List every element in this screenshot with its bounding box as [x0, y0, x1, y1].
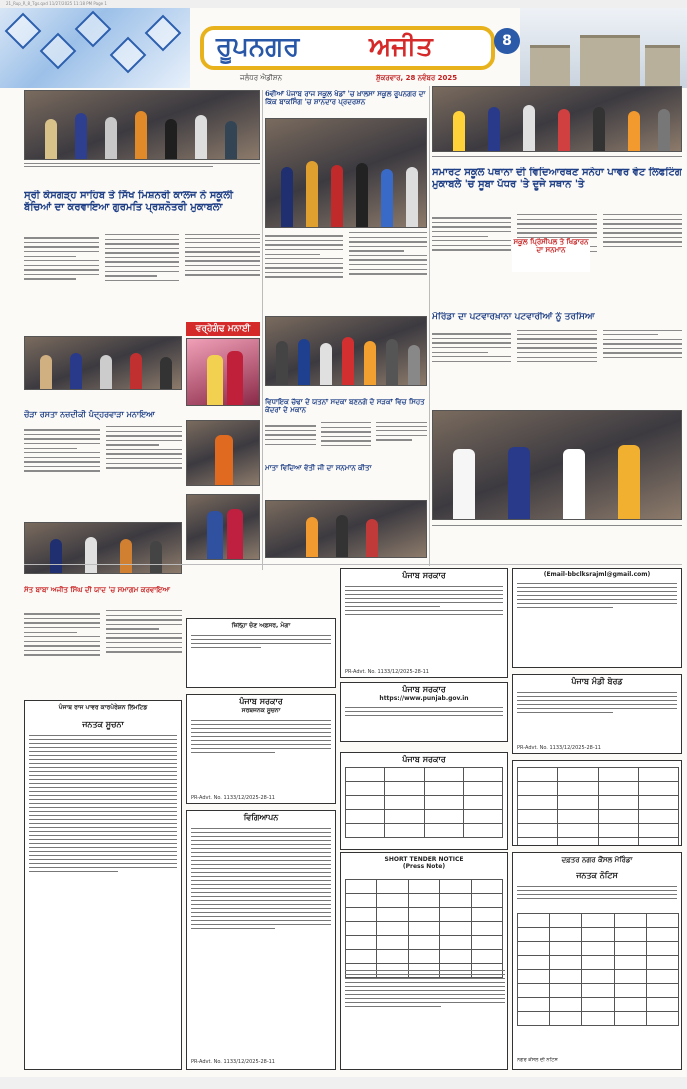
photo-sant-baba — [24, 522, 182, 574]
ad-email: (Email-bbclksrajml@gmail.com) — [543, 571, 651, 578]
masthead — [0, 8, 687, 88]
story-text-chaura — [24, 426, 182, 516]
ad-punjab-sarkar-table — [340, 752, 508, 850]
ad-table-2 — [517, 767, 679, 846]
photo-portrait-1 — [186, 420, 260, 486]
ad-pr-number-1: PR-Advt. No. 1133/12/2025-28-11 — [345, 669, 429, 675]
banner-wedding-anniversary: ਵਰ੍ਹੇਗੰਢ ਮਨਾਈ — [186, 322, 260, 336]
photo-morinda-officials — [432, 410, 682, 520]
print-slug: 21_Rup_R_8_Tgs.qxd 11/27/2025 11:18 PM Page 1 — [0, 0, 687, 8]
headline-mata-ji: ਮਾਤਾ ਵਿਦਿਆ ਵੰਤੀ ਜੀ ਦਾ ਸਨਮਾਨ ਕੀਤਾ — [265, 464, 372, 472]
ad-zila-chon — [186, 618, 336, 688]
headline-kesgarh-college: ਸ੍ਰੀ ਕੇਸਗੜ੍ਹ ਸਾਹਿਬ ਤੇ ਸਿੱਖ ਮਿਸ਼ਨਰੀ ਕਾਲਜ ਨੇ ਸਕੂਲੀ ਬੱਚਿਆਂ ਦਾ ਕਰਵਾਇਆ ਗੁਰਮਤਿ ਪ੍ਰਸ਼ਨੋਤਰੀ ਮੁਕਾਬਲਾ — [24, 190, 233, 213]
ad-punjab-sarkar-table-title: ਪੰਜਾਬ ਸਰਕਾਰ — [402, 755, 446, 764]
ad-nagar-footer: ਨਗਰ ਕੌਂਸਲ ਦੀ ਨੋਟਿਸ — [517, 1057, 558, 1063]
dateline: ਸ਼ੁੱਕਰਵਾਰ, 28 ਨਵੰਬਰ 2025 — [376, 74, 458, 82]
ad-press-note: (Press Note) — [402, 863, 446, 870]
ad-website: https://www.punjab.gov.in — [379, 695, 469, 702]
ad-vigyapan — [186, 810, 336, 1070]
story-text-sant-baba — [24, 610, 182, 696]
ad-sarvjanak-sub: ਸਰਬਜਨਕ ਸੂਚਨਾ — [241, 707, 281, 714]
ad-short-tender — [340, 852, 508, 1070]
ad-title-punjab-sarkar-1: ਪੰਜਾਬ ਸਰਕਾਰ — [402, 571, 446, 580]
masthead-right-art — [520, 8, 687, 88]
ad-council-table — [517, 913, 679, 1026]
ad-pr-number-4: PR-Advt. No. 1133/12/2025-28-11 — [191, 1059, 275, 1065]
ad-mandi-board — [512, 674, 682, 754]
masthead-title-left: ਰੂਪਨਗਰ — [216, 32, 300, 62]
ad-daftar-title: ਦਫ਼ਤਰ ਨਗਰ ਕੌਂਸਲ ਮੋਰਿੰਡਾ — [561, 856, 633, 864]
ad-body-1 — [341, 581, 507, 620]
photo-chaura — [24, 336, 182, 390]
ad-sarvjanak — [186, 694, 336, 804]
column-divider-1 — [262, 90, 263, 570]
ad-zila-chon-title: ਜ਼ਿਲ੍ਹਾ ਚੋਣ ਅਫ਼ਸਰ, ਮੋਗਾ — [231, 622, 291, 629]
ad-table-1 — [345, 767, 503, 838]
photo-portrait-2 — [186, 494, 260, 560]
ad-pr-number-3: PR-Advt. No. 1133/12/2025-28-11 — [517, 745, 601, 751]
section-divider — [24, 564, 682, 565]
ad-power-corp-title: ਪੰਜਾਬ ਰਾਜ ਪਾਵਰ ਕਾਰਪੋਰੇਸ਼ਨ ਲਿਮਟਿਡ — [58, 704, 148, 711]
masthead-left-art — [0, 8, 190, 88]
caption-smart-school — [432, 153, 682, 163]
page-number: 8 — [494, 28, 520, 54]
ad-tender-table — [345, 879, 503, 978]
ad-power-corporation — [24, 700, 182, 1070]
headline-chaura-raste: ਚੌੜਾ ਰਸਤਾ ਨਜ਼ਦੀਕੀ ਪੰਦ੍ਹਰਵਾੜਾ ਮਨਾਇਆ — [24, 410, 155, 419]
ad-sarvjanak-title: ਪੰਜਾਬ ਸਰਕਾਰ — [239, 697, 283, 706]
photo-khalsa-school — [265, 118, 427, 228]
story-text-khalsa — [265, 232, 427, 312]
story-text-vidhayak — [265, 422, 427, 462]
photo-mata-ji-award — [265, 500, 427, 558]
masthead-title-box — [200, 26, 495, 70]
subhead-school-principal: ਸਕੂਲ ਪ੍ਰਿੰਸੀਪਲ ਤੇ ਖਿਡਾਰਨ ਦਾ ਸਨਮਾਨ — [512, 238, 590, 272]
photo-wedding-couple — [186, 338, 260, 406]
headline-sant-baba: ਸੰਤ ਬਾਬਾ ਅਜੀਤ ਸਿੰਘ ਦੀ ਯਾਦ 'ਚ ਸਮਾਗਮ ਕਰਵਾਇਆ — [24, 586, 171, 594]
caption-morinda — [432, 522, 682, 532]
ad-punjab-sarkar-1 — [340, 568, 508, 678]
headline-khalsa-school: 6ਵੀਆਂ ਪੰਜਾਬ ਰਾਜ ਸਕੂਲ ਖੇਡਾਂ 'ਚ ਖ਼ਾਲਸਾ ਸਕੂਲ ਰੂਪਨਗਰ ਦਾ ਕਿੱਕ ਬਾਕਸਿੰਗ 'ਚ ਸ਼ਾਨਦਾਰ ਪ੍ਰਦਰਸ਼ਨ — [265, 90, 426, 107]
ad-jantak-notice: ਜਨਤਕ ਨੋਟਿਸ — [576, 871, 618, 880]
ad-tender-title: SHORT TENDER NOTICE — [384, 856, 464, 863]
story-text-morinda — [432, 330, 682, 406]
headline-smart-school: ਸਮਾਰਟ ਸਕੂਲ ਪਥਾਨਾ ਦੀ ਵਿਦਿਆਰਥਣ ਸਨੇਹਾ ਪਾਵਰ ਵੇਟ ਲਿਫਟਿੰਗ ਮੁਕਾਬਲੇ 'ਚ ਸੂਬਾ ਪੱਧਰ 'ਤੇ ਦੂਜੇ ਸਥਾਨ 'ਤੇ — [432, 167, 682, 190]
ad-pr-number-2: PR-Advt. No. 1133/12/2025-28-11 — [191, 795, 275, 801]
story-text-kesgarh — [24, 234, 260, 330]
headline-vidhayak: ਵਿਧਾਇਕ ਚੱਢਾ ਦੇ ਯਤਨਾਂ ਸਦਕਾ ਬਣਨਗੇ ਦੋ ਸੜਕਾਂ ਵਿਚ ਸਿਹਤ ਕੇਂਦਰਾਂ ਦੇ ਮਕਾਨ — [265, 398, 425, 415]
ad-website-notice — [340, 682, 508, 742]
masthead-title-right: ਅਜੀਤ — [369, 32, 433, 62]
ad-jantak-suchna: ਜਨਤਕ ਸੂਚਨਾ — [82, 720, 124, 729]
photo-vidhayak-group — [265, 316, 427, 386]
ad-table-right — [512, 760, 682, 846]
footer-bar — [0, 1077, 687, 1089]
headline-morinda-patwari: ਮੋਰਿੰਡਾ ਦਾ ਪਟਵਾਰਖ਼ਾਨਾ ਪਟਵਾਰੀਆਂ ਨੂੰ ਤਰਸਿਆ — [432, 312, 595, 322]
ad-email-notice — [512, 568, 682, 668]
ad-website-title: ਪੰਜਾਬ ਸਰਕਾਰ — [402, 685, 446, 694]
column-divider-2 — [429, 86, 430, 566]
ad-mandi-board-title: ਪੰਜਾਬ ਮੰਡੀ ਬੋਰਡ — [571, 677, 623, 686]
photo-smart-school — [432, 86, 682, 152]
ad-vigyapan-title: ਵਿਗਿਆਪਨ — [243, 813, 279, 822]
ad-nagar-council — [512, 852, 682, 1070]
photo-kesgarh-group — [24, 90, 260, 160]
caption-kesgarh — [24, 161, 260, 175]
edition-label: ਜਲੰਧਰ ਐਡੀਸ਼ਨ — [240, 74, 282, 82]
